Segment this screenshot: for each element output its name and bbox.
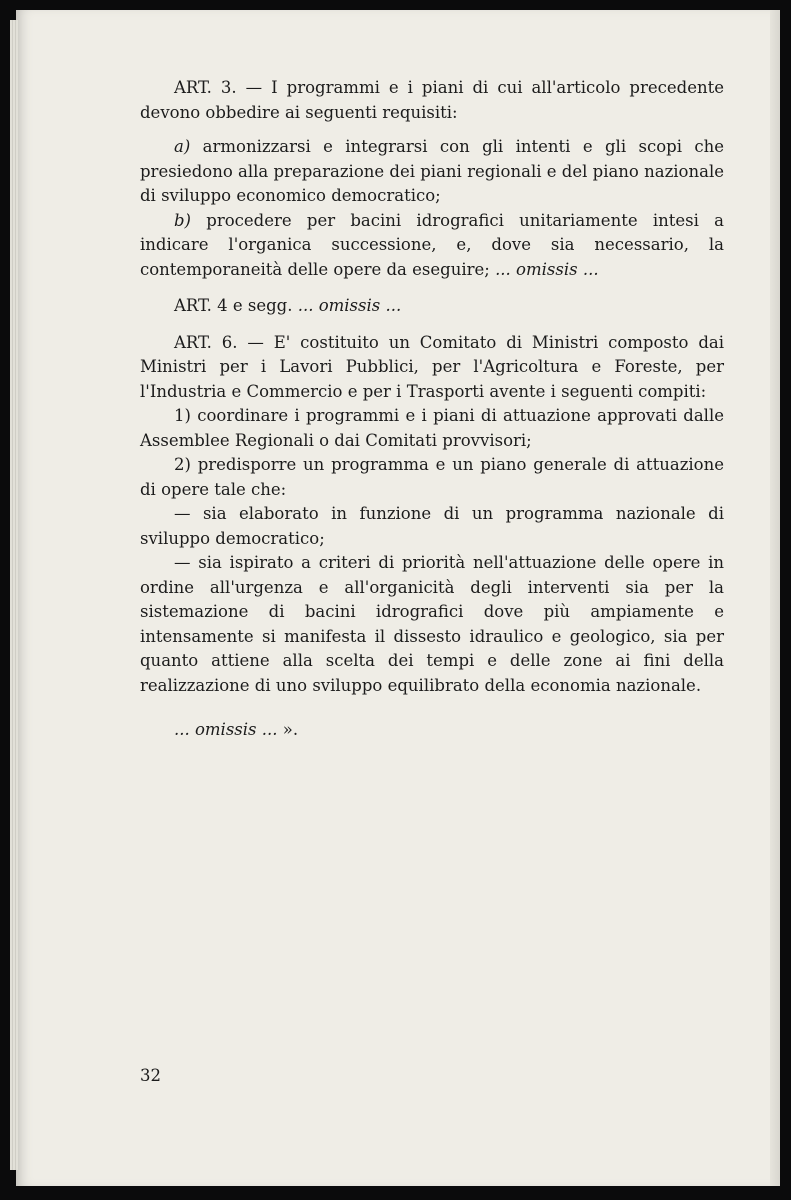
- page-stack-edges: [10, 20, 18, 1170]
- page-number: 32: [140, 1066, 161, 1085]
- art3-intro: ART. 3. — I programmi e i piani di cui all'articolo precedente devono obbedire ai seguenti requisiti:: [140, 78, 724, 122]
- art3-item-b-text: procedere per bacini idrografici unitariamente intesi a indicare l'organica successione, e, dove sia necessario, la contemporaneità delle opere da eseguire;: [140, 210, 724, 279]
- closing-suffix: ».: [277, 720, 299, 739]
- art3-item-a-marker: a): [174, 137, 191, 156]
- art3-item-a-text: armonizzarsi e integrarsi con gli intenti e gli scopi che presiedono alla preparazione dei piani regionali e del piano nazionale di sviluppo economico democratico;: [140, 137, 724, 205]
- art3-item-b: [140, 209, 724, 283]
- art6-dash-2: — sia ispirato a criteri di priorità nell'attuazione delle opere in ordine all'urgenza e all'organicità degli interventi sia per la sistemazione di bacini idrografici dove più ampiamente e intensamente si manifesta il dissesto idraulico e geologico, sia per quanto attiene alla scelta dei tempi e delle zone ai fini della realizzazione di uno sviluppo equilibrato della economia nazionale.: [140, 553, 724, 695]
- closing-line: [140, 718, 724, 743]
- art3-item-a: [140, 135, 724, 209]
- art4: [140, 294, 724, 319]
- body-text: [140, 76, 724, 743]
- art6-item-1: 1) coordinare i programmi e i piani di attuazione approvati dalle Assemblee Regionali o dai Comitati provvisori;: [140, 406, 724, 450]
- art3-omissis: ... omissis ...: [495, 259, 599, 279]
- page-right-edge: [770, 10, 780, 1186]
- art6-intro: ART. 6. — E' costituito un Comitato di Ministri composto dai Ministri per i Lavori Pubblici, per l'Agricoltura e Foreste, per l'Industria e Commercio e per i Trasporti avente i seguenti compiti:: [140, 332, 724, 401]
- art6-dash-1: — sia elaborato in funzione di un programma nazionale di sviluppo democratico;: [140, 504, 724, 548]
- art4-omissis: ... omissis ...: [297, 296, 402, 315]
- art6-item-2: 2) predisporre un programma e un piano generale di attuazione di opere tale che:: [140, 455, 724, 499]
- art3-item-b-marker: b): [174, 210, 191, 230]
- art4-text: ART. 4 e segg.: [174, 296, 298, 315]
- closing-omissis: ... omissis ...: [174, 720, 278, 739]
